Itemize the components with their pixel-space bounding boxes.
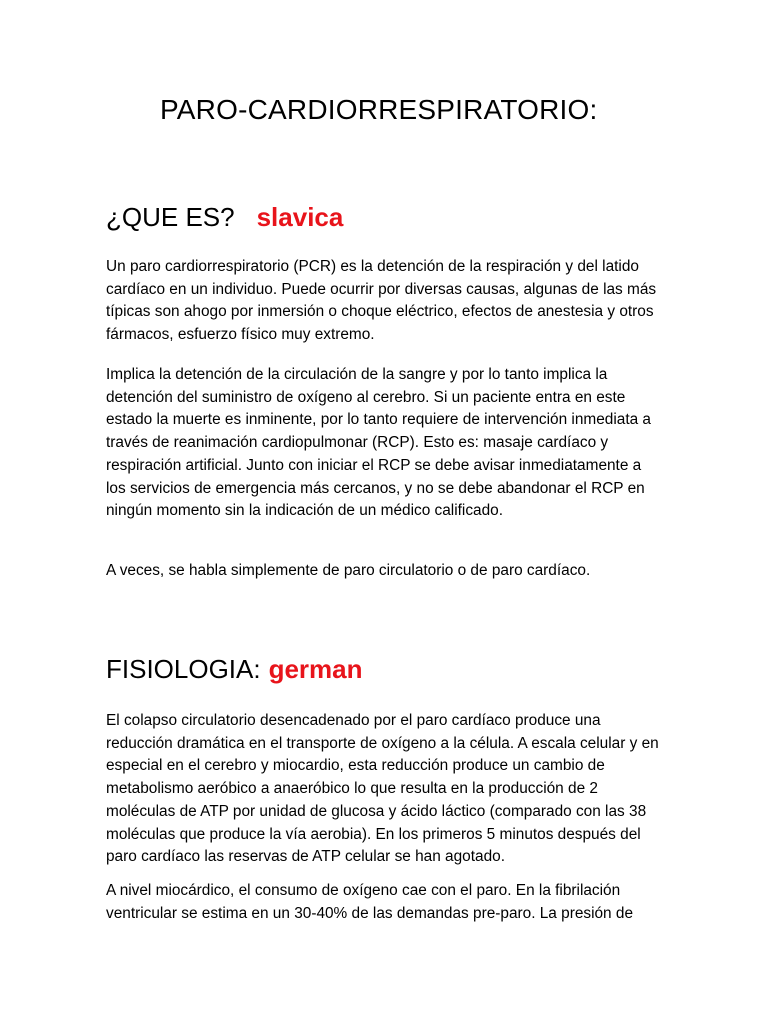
- section-author-name: german: [268, 654, 363, 684]
- document-title: PARO-CARDIORRESPIRATORIO:: [160, 94, 598, 125]
- paragraph: Un paro cardiorrespiratorio (PCR) es la detención de la respiración y del latido cardíaco en un individuo. Puede ocurrir por diversas causas, algunas de las más típicas son ahogo por inmersión o choque eléctrico, efectos de anestesia y otros fármacos, esfuerzo físico muy extremo.: [106, 258, 657, 344]
- paragraph: A veces, se habla simplemente de paro circulatorio o de paro cardíaco.: [106, 562, 591, 579]
- paragraph: Implica la detención de la circulación de la sangre y por lo tanto implica la detención del suministro de oxígeno al cerebro. Si un paciente entra en este estado la muerte es inminente, por lo tanto requiere de intervención inmediata a través de reanimación cardiopulmonar (RCP). Esto es: masaje cardíaco y respiración artificial. Junto con iniciar el RCP se debe avisar inmediatamente a los servicios de emergencia más cercanos, y no se debe abandonar el RCP en ningún momento sin la indicación de un médico calificado.: [106, 366, 651, 520]
- section-heading-fisiologia: [106, 652, 363, 686]
- paragraph: El colapso circulatorio desencadenado por el paro cardíaco produce una reducción dramática en el transporte de oxígeno a la célula. A escala celular y en especial en el cerebro y miocardio, esta reducción produce un cambio de metabolismo aeróbico a anaeróbico lo que resulta en la producción de 2 moléculas de ATP por unidad de glucosa y ácido láctico (comparado con las 38 moléculas que produce la vía aerobia). En los primeros 5 minutos después del paro cardíaco las reservas de ATP celular se han agotado.: [106, 712, 659, 866]
- section-heading-que-es: [106, 200, 343, 234]
- section-author-name: slavica: [256, 202, 344, 232]
- paragraph: A nivel miocárdico, el consumo de oxígeno cae con el paro. En la fibrilación ventricular se estima en un 30-40% de las demandas pre-paro. La presión de: [106, 882, 634, 922]
- section-heading-text: FISIOLOGIA:: [106, 654, 261, 684]
- section-heading-text: ¿QUE ES?: [106, 202, 235, 232]
